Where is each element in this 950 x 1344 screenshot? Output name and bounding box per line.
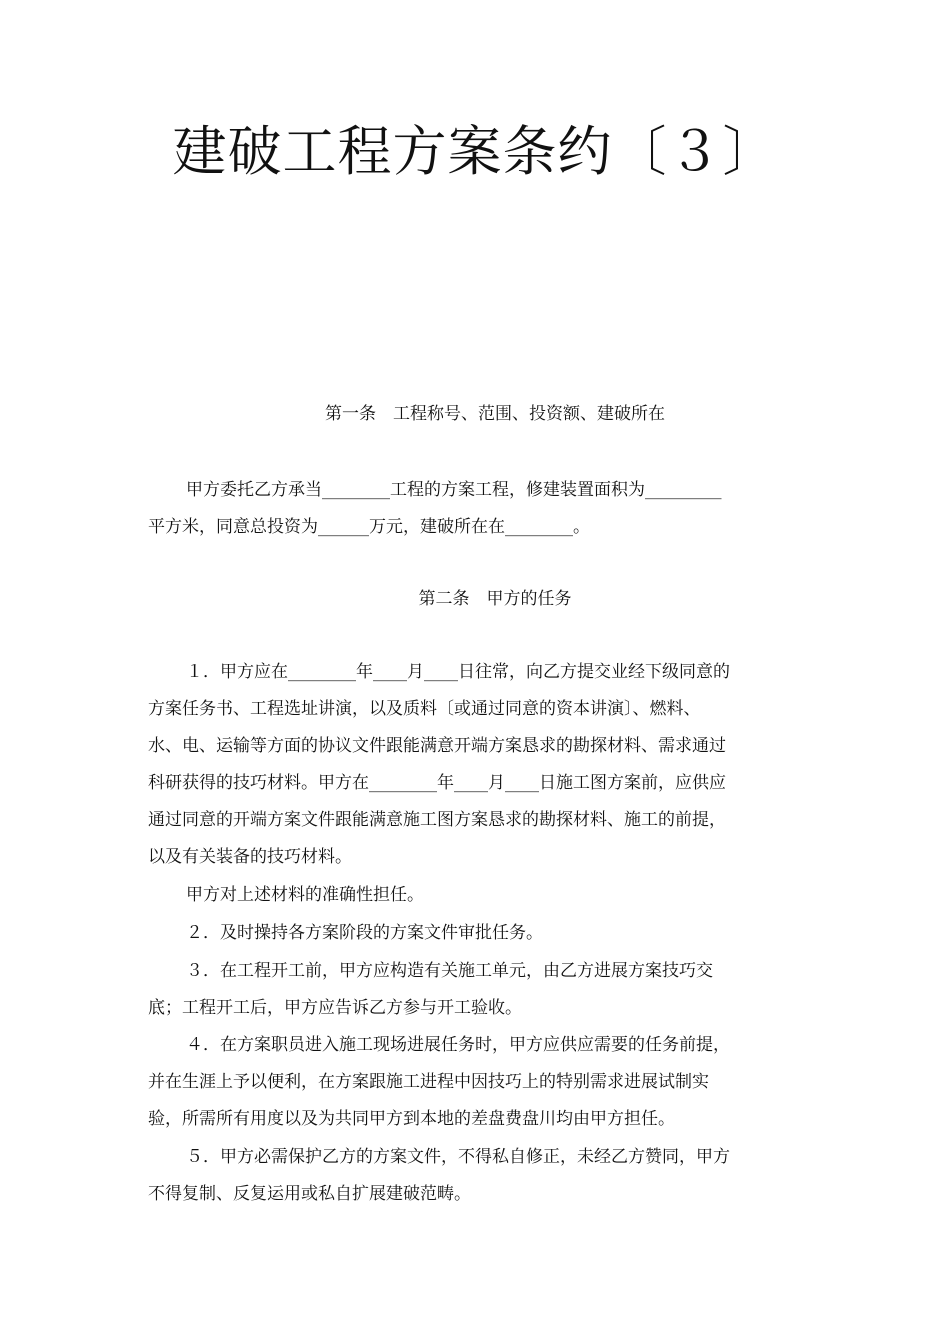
article-2-line: ２．及时操持各方案阶段的方案文件审批任务。 [186,923,543,943]
article-1-heading: 第一条 工程称号、范围、投资额、建破所在 [325,404,665,424]
article-2-line: 通过同意的开端方案文件跟能满意施工图方案恳求的勘探材料、施工的前提， [148,810,726,830]
article-1-line: 平方米，同意总投资为______万元，建破所在在________。 [148,517,590,537]
article-2-line: 甲方对上述材料的准确性担任。 [186,885,424,905]
article-2-line: 不得复制、反复运用或私自扩展建破范畴。 [148,1184,471,1204]
article-2-line: 验，所需所有用度以及为共同甲方到本地的差盘费盘川均由甲方担任。 [148,1109,675,1129]
article-2-line: 以及有关装备的技巧材料。 [148,847,352,867]
article-2-line: ４．在方案职员进入施工现场进展任务时，甲方应供应需要的任务前提， [186,1035,730,1055]
page-title: 建破工程方案条约〔３〕 [172,120,778,183]
article-2-line: 方案任务书、工程选址讲演，以及质料〔或通过同意的资本讲演〕、燃料、 [148,699,701,719]
article-2-line: ５．甲方必需保护乙方的方案文件，不得私自修正，未经乙方赞同，甲方 [186,1147,730,1167]
article-2-line: 水、电、运输等方面的协议文件跟能满意开端方案恳求的勘探材料、需求通过 [148,736,726,756]
article-2-line: 底；工程开工后，甲方应告诉乙方参与开工验收。 [148,998,522,1018]
article-2-heading: 第二条 甲方的任务 [418,589,572,609]
article-2-line: ３．在工程开工前，甲方应构造有关施工单元，由乙方进展方案技巧交 [186,961,713,981]
article-2-line: １．甲方应在________年____月____日往常，向乙方提交业经下级同意的 [186,662,730,682]
article-2-line: 并在生涯上予以便利，在方案跟施工进程中因技巧上的特别需求进展试制实 [148,1072,709,1092]
article-1-line: 甲方委托乙方承当________工程的方案工程，修建装置面积为_________ [186,480,722,500]
article-2-line: 科研获得的技巧材料。甲方在________年____月____日施工图方案前，应供应 [148,773,726,793]
